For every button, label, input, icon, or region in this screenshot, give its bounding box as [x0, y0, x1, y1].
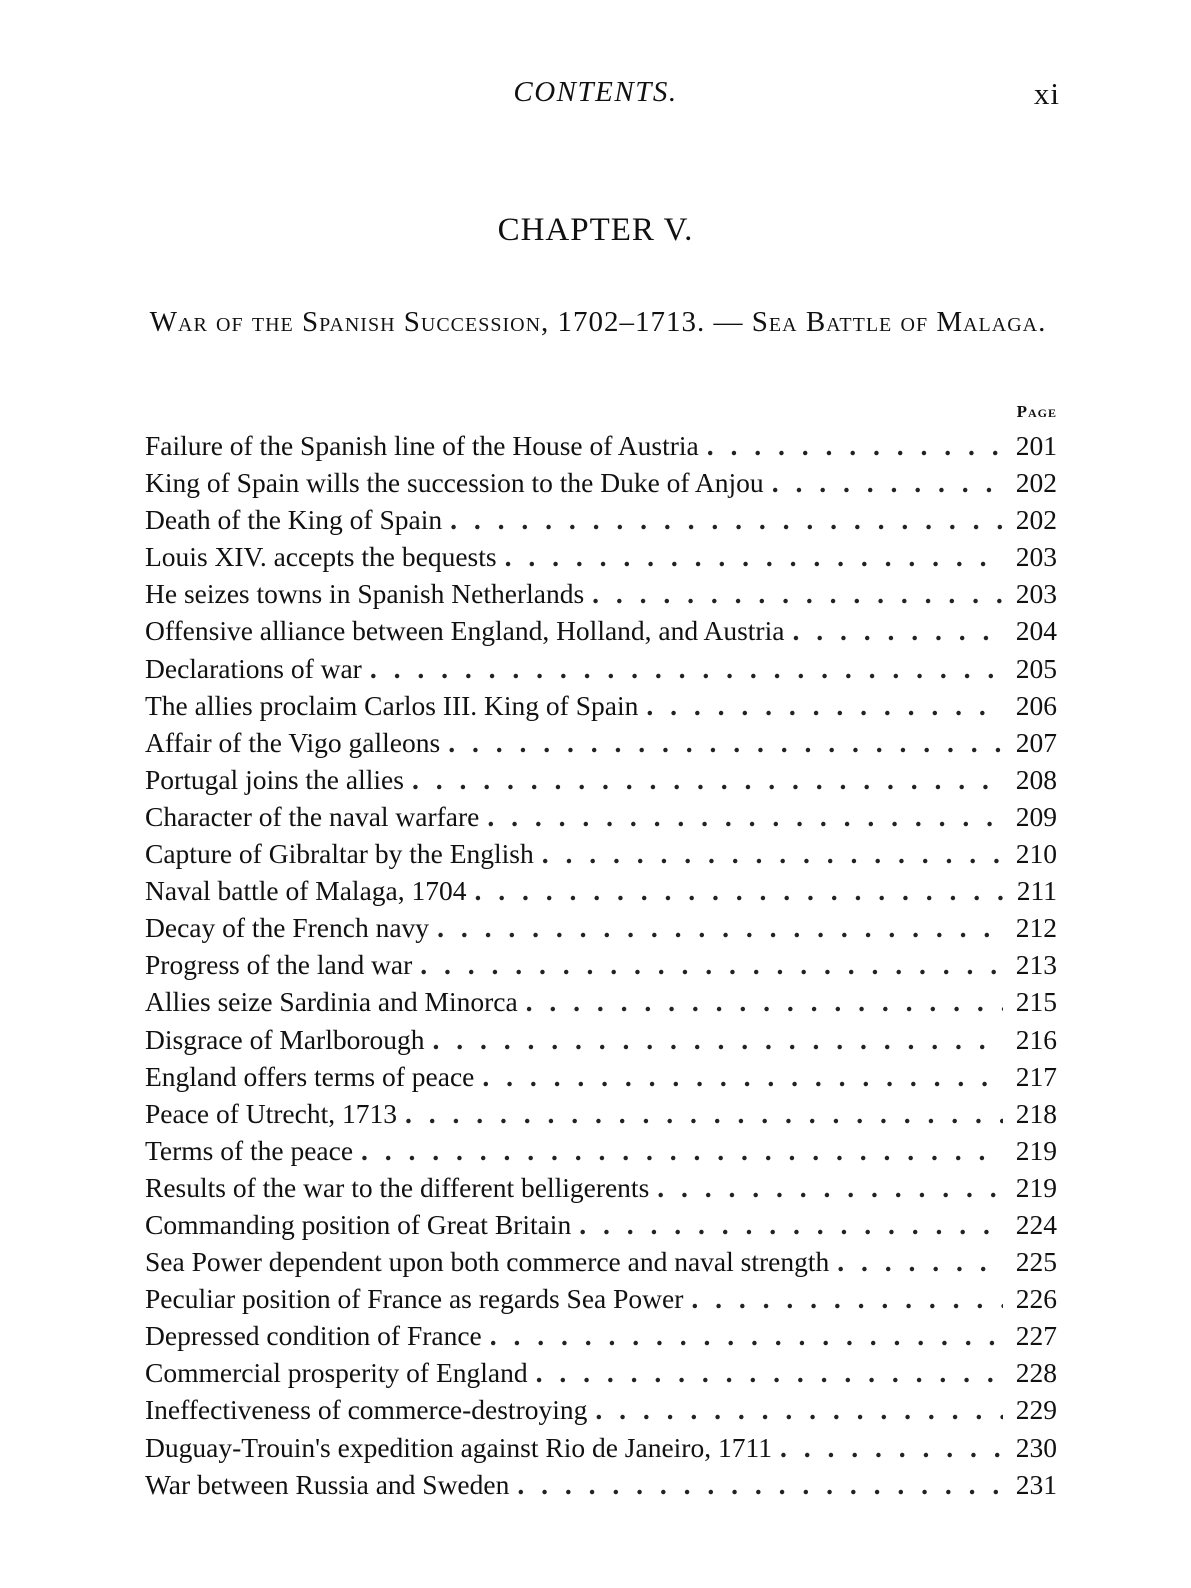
entry-page-number: 216 — [1015, 1023, 1057, 1055]
dot-leader — [592, 575, 1003, 612]
running-title: CONTENTS. — [513, 76, 678, 108]
entry-page-number: 230 — [1015, 1431, 1057, 1463]
contents-entry — [145, 1466, 1057, 1503]
entry-page-number: 210 — [1015, 838, 1057, 870]
page-column-label: Page — [1016, 402, 1057, 421]
dot-leader — [526, 983, 1003, 1020]
dot-leader — [517, 1466, 1003, 1503]
page-number: xi — [1033, 76, 1060, 111]
contents-entry — [145, 538, 1057, 575]
entry-page-number: 203 — [1015, 578, 1057, 610]
entry-page-number: 203 — [1015, 541, 1057, 573]
entry-title: Affair of the Vigo galleons — [145, 726, 441, 758]
entry-page-number: 202 — [1015, 504, 1057, 536]
contents-entry — [145, 464, 1057, 501]
entry-title: England offers terms of peace — [145, 1060, 475, 1092]
entry-page-number: 208 — [1015, 763, 1057, 795]
contents-entry — [145, 1243, 1057, 1280]
dot-leader — [450, 501, 1003, 538]
dot-leader — [792, 612, 1003, 649]
dot-leader — [448, 724, 1003, 761]
dot-leader — [772, 464, 1003, 501]
contents-entry — [145, 835, 1057, 872]
contents-entry — [145, 1206, 1057, 1243]
dot-leader — [579, 1206, 1003, 1243]
entry-title: Death of the King of Spain — [145, 504, 443, 536]
entry-title: Declarations of war — [145, 652, 362, 684]
entry-title: Naval battle of Malaga, 1704 — [145, 875, 467, 907]
entry-page-number: 231 — [1015, 1468, 1057, 1500]
dot-leader — [475, 872, 1004, 909]
dot-leader — [595, 1391, 1003, 1428]
contents-entry — [145, 1280, 1057, 1317]
dot-leader — [646, 687, 1003, 724]
entry-title: The allies proclaim Carlos III. King of Spain — [145, 689, 639, 721]
entry-page-number: 226 — [1015, 1283, 1057, 1315]
dot-leader — [542, 835, 1003, 872]
entry-page-number: 228 — [1015, 1357, 1057, 1389]
contents-entry — [145, 1169, 1057, 1206]
entry-title: Offensive alliance between England, Holland, and Austria — [145, 615, 785, 647]
contents-entry — [145, 1391, 1057, 1428]
contents-entry — [145, 724, 1057, 761]
entry-title: Portugal joins the allies — [145, 763, 404, 795]
entry-page-number: 209 — [1015, 800, 1057, 832]
entry-page-number: 217 — [1015, 1060, 1057, 1092]
entry-page-number: 229 — [1015, 1394, 1057, 1426]
entry-page-number: 202 — [1015, 467, 1057, 499]
chapter-heading: CHAPTER V. — [497, 212, 694, 248]
entry-title: Louis XIV. accepts the bequests — [145, 541, 497, 573]
contents-entry — [145, 761, 1057, 798]
dot-leader — [490, 1317, 1003, 1354]
contents-entry — [145, 687, 1057, 724]
dot-leader — [707, 427, 1003, 464]
entry-page-number: 219 — [1015, 1134, 1057, 1166]
entry-page-number: 218 — [1015, 1097, 1057, 1129]
entry-page-number: 224 — [1015, 1208, 1057, 1240]
contents-entry — [145, 427, 1057, 464]
dot-leader — [361, 1132, 1003, 1169]
entry-title: Terms of the peace — [145, 1134, 354, 1166]
dot-leader — [370, 650, 1003, 687]
entry-title: Sea Power dependent upon both commerce and naval strength — [145, 1246, 830, 1278]
entry-page-number: 212 — [1015, 912, 1057, 944]
dot-leader — [412, 761, 1003, 798]
entry-page-number: 227 — [1015, 1320, 1057, 1352]
dot-leader — [505, 538, 1003, 575]
entry-title: Ineffectiveness of commerce-destroying — [145, 1394, 588, 1426]
dot-leader — [482, 1058, 1003, 1095]
contents-entry — [145, 798, 1057, 835]
dot-leader — [405, 1095, 1003, 1132]
entry-page-number: 207 — [1015, 726, 1057, 758]
contents-list — [145, 427, 1057, 1503]
dot-leader — [433, 1021, 1004, 1058]
chapter-subtitle: War of the Spanish Succession, 1702–1713. — Sea Battle of Malaga. — [149, 306, 1047, 338]
contents-entry — [145, 1354, 1057, 1391]
contents-entry — [145, 1317, 1057, 1354]
contents-entry — [145, 1058, 1057, 1095]
entry-page-number: 215 — [1015, 986, 1057, 1018]
contents-entry — [145, 872, 1057, 909]
entry-title: Decay of the French navy — [145, 912, 430, 944]
entry-page-number: 225 — [1015, 1246, 1057, 1278]
entry-page-number: 211 — [1016, 875, 1057, 907]
entry-page-number: 201 — [1015, 430, 1057, 461]
contents-entry — [145, 501, 1057, 538]
contents-entry — [145, 1132, 1057, 1169]
entry-title: He seizes towns in Spanish Netherlands — [145, 578, 585, 610]
contents-entry — [145, 1021, 1057, 1058]
entry-page-number: 206 — [1015, 689, 1057, 721]
contents-entry — [145, 1095, 1057, 1132]
dot-leader — [657, 1169, 1003, 1206]
entry-title: Duguay-Trouin's expedition against Rio de Janeiro, 1711 — [145, 1431, 772, 1463]
entry-title: Allies seize Sardinia and Minorca — [145, 986, 518, 1018]
entry-title: Commanding position of Great Britain — [145, 1208, 572, 1240]
dot-leader — [420, 946, 1003, 983]
entry-title: Disgrace of Marlborough — [145, 1023, 425, 1055]
contents-entry — [145, 946, 1057, 983]
dot-leader — [691, 1280, 1003, 1317]
entry-title: Commercial prosperity of England — [145, 1357, 528, 1389]
entry-title: Depressed condition of France — [145, 1320, 482, 1352]
entry-page-number: 204 — [1015, 615, 1057, 647]
contents-entry — [145, 650, 1057, 687]
entry-title: Character of the naval warfare — [145, 800, 480, 832]
running-head — [0, 76, 1191, 116]
entry-title: Peculiar position of France as regards Sea Power — [145, 1283, 684, 1315]
dot-leader — [780, 1429, 1003, 1466]
dot-leader — [837, 1243, 1003, 1280]
contents-entry — [145, 612, 1057, 649]
entry-page-number: 219 — [1015, 1171, 1057, 1203]
entry-page-number: 205 — [1015, 652, 1057, 684]
contents-entry — [145, 575, 1057, 612]
entry-title: King of Spain wills the succession to the Duke of Anjou — [145, 467, 764, 499]
entry-title: Failure of the Spanish line of the House of Austria — [145, 430, 699, 461]
entry-title: War between Russia and Sweden — [145, 1468, 510, 1500]
entry-page-number: 213 — [1015, 949, 1057, 981]
dot-leader — [437, 909, 1003, 946]
contents-entry — [145, 909, 1057, 946]
contents-entry — [145, 1429, 1057, 1466]
entry-title: Results of the war to the different belligerents — [145, 1171, 650, 1203]
entry-title: Progress of the land war — [145, 949, 413, 981]
entry-title: Peace of Utrecht, 1713 — [145, 1097, 397, 1129]
contents-entry — [145, 983, 1057, 1020]
dot-leader — [536, 1354, 1003, 1391]
entry-title: Capture of Gibraltar by the English — [145, 838, 534, 870]
dot-leader — [487, 798, 1003, 835]
